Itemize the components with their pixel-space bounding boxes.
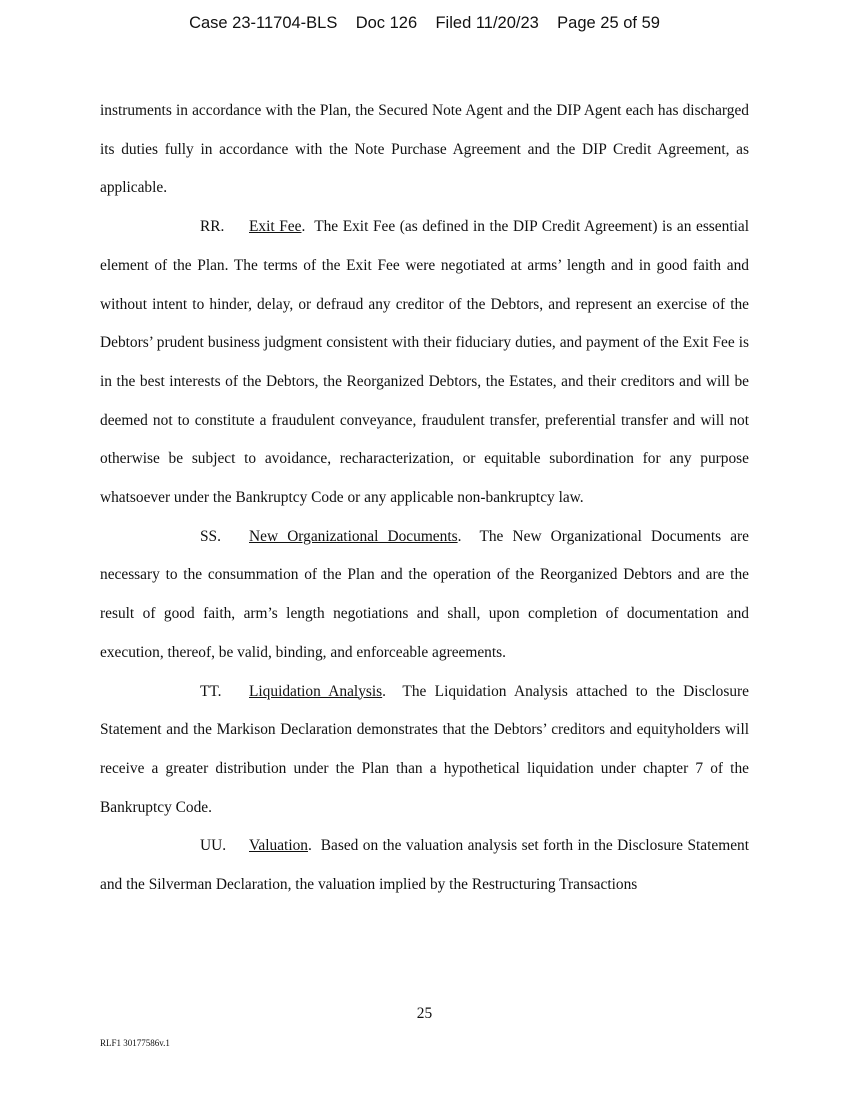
document-id: RLF1 30177586v.1: [100, 1038, 170, 1048]
paragraph-ss: [100, 518, 749, 673]
paragraph-tt: [100, 673, 749, 828]
page-number: 25: [416, 1005, 433, 1022]
heading-punct: .: [301, 218, 306, 236]
paragraph-uu: [100, 827, 749, 904]
paragraph-heading: Valuation: [249, 837, 308, 855]
paragraph-text: Based on the valuation analysis set forth in the Disclosure Statement and the Silverman Declaration, the valuation implied by the Restructuring Transactions: [100, 837, 749, 894]
paragraph-text: The New Organizational Documents are necessary to the consummation of the Plan and the operation of the Reorganized Debtors and are the result of good faith, arm’s length negotiations and shall, upon completion of documentation and execution, thereof, be valid, binding, and enforceable agreements.: [100, 527, 749, 661]
paragraph-text: The Exit Fee (as defined in the DIP Credit Agreement) is an essential element of the Plan. The terms of the Exit Fee were negotiated at arms’ length and in good faith and without intent to hinder, delay, or defraud any creditor of the Debtors, and represent an exercise of the Debtors’ prudent business judgment consistent with their fiduciary duties, and payment of the Exit Fee is in the best interests of the Debtors, the Reorganized Debtors, the Estates, and their creditors and will be deemed not to constitute a fraudulent conveyance, fraudulent transfer, preferential transfer and will not otherwise be subject to avoidance, recharacterization, or equitable subordination for any purpose whatsoever under the Bankruptcy Code or any applicable non-bankruptcy law.: [100, 218, 749, 507]
paragraph-text: The Liquidation Analysis attached to the Disclosure Statement and the Markison Declaration demonstrates that the Debtors’ creditors and equityholders will receive a greater distribution under the Plan than a hypothetical liquidation under chapter 7 of the Bankruptcy Code.: [100, 682, 750, 816]
paragraph-number: RR.: [200, 218, 225, 236]
case-header: Case 23-11704-BLS Doc 126 Filed 11/20/23 Page 25 of 59: [189, 14, 660, 32]
document-body: [100, 92, 749, 905]
paragraph-heading: Exit Fee: [249, 218, 302, 236]
heading-punct: .: [382, 682, 387, 700]
paragraph-number: UU.: [200, 837, 227, 855]
paragraph-number: TT.: [200, 682, 222, 700]
paragraph-continuation: [100, 92, 749, 208]
paragraph-heading: New Organizational Documents: [249, 527, 458, 545]
heading-punct: .: [307, 837, 312, 855]
paragraph-heading: Liquidation Analysis: [249, 682, 383, 700]
paragraph-rr: [100, 208, 749, 518]
paragraph-text: instruments in accordance with the Plan, the Secured Note Agent and the DIP Agent each has discharged its duties fully in accordance with the Note Purchase Agreement and the DIP Credit Agreement, as applicable.: [100, 102, 749, 197]
paragraph-number: SS.: [200, 527, 221, 545]
heading-punct: .: [457, 527, 462, 545]
